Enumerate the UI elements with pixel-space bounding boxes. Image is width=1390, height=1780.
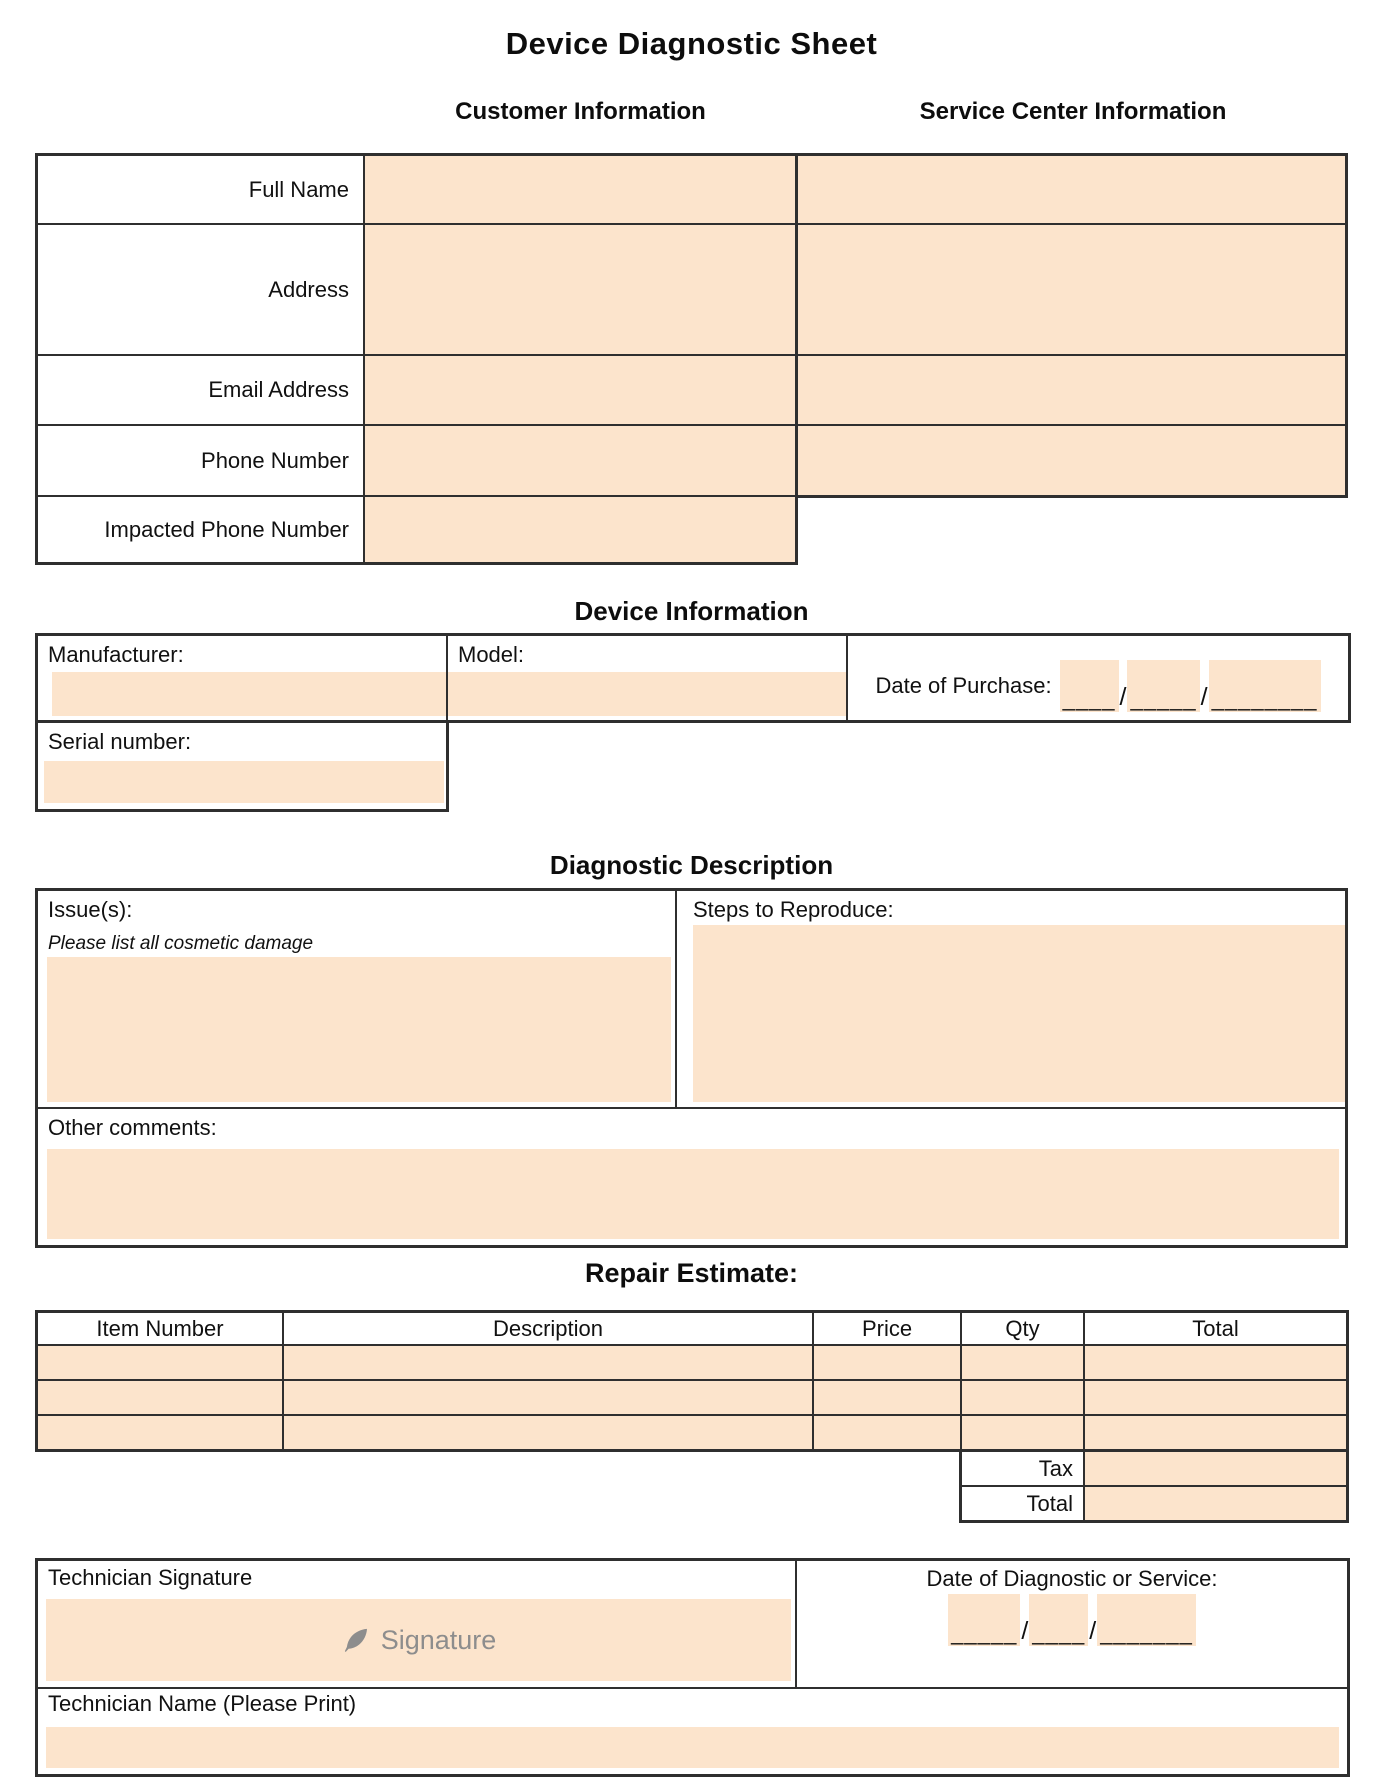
qty-cell[interactable] [962,1381,1083,1414]
manufacturer-field[interactable] [52,672,446,716]
service-center-information-header: Service Center Information [919,98,1227,125]
technician-signature-cell [38,1561,795,1687]
service-date-year-field[interactable]: _______ [1097,1594,1196,1646]
device-information-header: Device Information [574,596,809,626]
steps-to-reproduce-field[interactable] [693,925,1345,1102]
other-comments-field[interactable] [47,1149,1339,1239]
issues-label: Issue(s): [48,897,133,922]
service-date-label: Date of Diagnostic or Service: [926,1566,1218,1591]
price-cell[interactable] [814,1381,960,1414]
signoff-table [35,1558,1350,1777]
diagnostic-description-header: Diagnostic Description [549,850,834,880]
manufacturer-cell [38,636,446,720]
repair-estimate-table [35,1310,1349,1452]
phone-number-label: Phone Number [38,426,363,495]
email-address-label: Email Address [38,356,363,424]
customer-email-field[interactable] [365,356,795,424]
purchase-date-day-field[interactable]: _____ [1127,660,1199,712]
technician-signature-label: Technician Signature [48,1565,253,1590]
other-comments-label: Other comments: [48,1115,217,1140]
tax-amount-field[interactable] [1085,1452,1346,1485]
quill-icon [341,1625,371,1655]
page-title: Device Diagnostic Sheet [505,26,878,61]
signature-placeholder: Signature [380,1624,497,1655]
service-date-month-field[interactable]: _____ [948,1594,1020,1646]
description-cell[interactable] [284,1416,812,1449]
repair-estimate-header: Repair Estimate: [584,1258,799,1288]
total-cell[interactable] [1085,1381,1346,1414]
technician-name-field[interactable] [46,1727,1339,1768]
purchase-date-year-field[interactable]: ________ [1209,660,1321,712]
description-column-header: Description [284,1313,812,1344]
serial-number-field[interactable] [44,761,444,803]
address-label: Address [38,225,363,354]
grand-total-field[interactable] [1085,1487,1346,1520]
service-date-cell [797,1561,1347,1687]
purchase-date-month-field[interactable]: ____ [1060,660,1119,712]
service-full-name-field[interactable] [798,156,1345,223]
total-cell[interactable] [1085,1416,1346,1449]
price-cell[interactable] [814,1416,960,1449]
customer-phone-field[interactable] [365,426,795,495]
qty-cell[interactable] [962,1416,1083,1449]
grand-total-label: Total [962,1487,1083,1520]
customer-info-table [35,153,798,565]
total-column-header: Total [1085,1313,1346,1344]
impacted-phone-number-label: Impacted Phone Number [38,497,363,562]
model-field[interactable] [448,672,846,716]
service-center-info-table [798,153,1348,498]
issues-cell [38,891,675,1107]
customer-address-field[interactable] [365,225,795,354]
customer-impacted-phone-field[interactable] [365,497,795,562]
other-comments-cell [38,1109,1345,1245]
item-number-cell[interactable] [38,1416,282,1449]
steps-to-reproduce-cell [677,891,1345,1107]
technician-name-cell [38,1689,1347,1774]
manufacturer-label: Manufacturer: [48,642,184,667]
date-separator: / [1021,1617,1029,1645]
repair-summary-table [959,1452,1349,1523]
issues-field[interactable] [47,957,671,1102]
technician-name-label: Technician Name (Please Print) [48,1691,357,1716]
full-name-label: Full Name [38,156,363,223]
description-cell[interactable] [284,1381,812,1414]
date-separator: / [1119,683,1127,711]
device-info-table [35,633,1351,723]
serial-number-label: Serial number: [48,729,192,754]
model-cell [448,636,846,720]
customer-information-header: Customer Information [455,98,706,125]
purchase-date-cell [848,636,1348,720]
technician-signature-field[interactable] [46,1599,791,1681]
service-address-field[interactable] [798,225,1345,354]
model-label: Model: [458,642,525,667]
item-number-cell[interactable] [38,1346,282,1379]
qty-column-header: Qty [962,1313,1083,1344]
service-email-field[interactable] [798,356,1345,424]
serial-number-table [35,723,449,812]
steps-to-reproduce-label: Steps to Reproduce: [693,897,894,922]
service-date-line [948,1594,1196,1646]
description-cell[interactable] [284,1346,812,1379]
customer-full-name-field[interactable] [365,156,795,223]
service-date-day-field[interactable]: ____ [1029,1594,1088,1646]
purchase-date-label: Date of Purchase: [875,673,1052,698]
item-number-cell[interactable] [38,1381,282,1414]
tax-label: Tax [962,1452,1083,1485]
qty-cell[interactable] [962,1346,1083,1379]
date-separator: / [1200,683,1208,711]
service-phone-field[interactable] [798,426,1345,495]
total-cell[interactable] [1085,1346,1346,1379]
price-cell[interactable] [814,1346,960,1379]
issues-note: Please list all cosmetic damage [48,933,314,954]
item-number-column-header: Item Number [38,1313,282,1344]
date-separator: / [1089,1617,1097,1645]
diagnostic-description-table [35,888,1348,1248]
price-column-header: Price [814,1313,960,1344]
serial-number-cell [38,723,446,809]
